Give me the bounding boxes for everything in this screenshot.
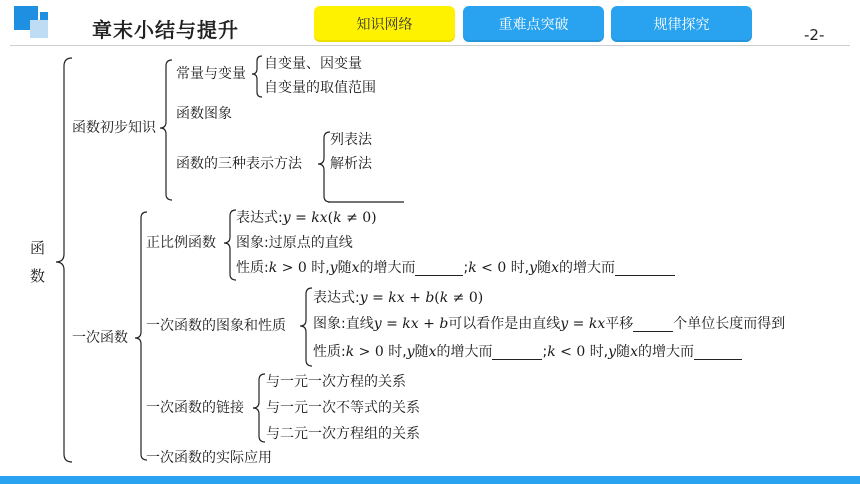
- proportional-graph: 图象:过原点的直线: [236, 235, 353, 251]
- section-basic-knowledge: 函数初步知识: [72, 120, 156, 136]
- answer-blank[interactable]: [633, 317, 673, 332]
- node-constants-variables: 常量与变量: [176, 66, 246, 82]
- proportional-property: 性质:k > 0 时,y随x的增大而 ;k < 0 时,y随x的增大而: [236, 260, 675, 276]
- item-table-method: 列表法: [330, 132, 372, 148]
- answer-blank[interactable]: [694, 345, 742, 360]
- link-system: 与二元一次方程组的关系: [266, 426, 420, 442]
- prop-prefix: 性质:: [313, 344, 346, 360]
- t-then: 时,: [311, 260, 330, 276]
- proportional-expression: 表达式:y = kx(k ≠ 0): [236, 210, 377, 226]
- t-increase2: 的增大而: [558, 260, 615, 276]
- footer-bar: [0, 476, 860, 484]
- t-increase: 随: [414, 344, 429, 360]
- item-domain: 自变量的取值范围: [264, 80, 376, 96]
- graph-shift: 平移: [605, 316, 634, 332]
- prop-prefix: 性质:: [236, 260, 269, 276]
- graph-mid: 可以看作是由直线: [448, 316, 561, 332]
- root-label-char-1: 函: [30, 239, 46, 257]
- tab-key-difficulties[interactable]: 重难点突破: [463, 6, 604, 42]
- answer-blank[interactable]: [415, 261, 463, 276]
- linear-expression: 表达式:y = kx + b(k ≠ 0): [313, 290, 484, 306]
- node-links: 一次函数的链接: [146, 400, 244, 416]
- expr-prefix: 表达式:: [236, 210, 283, 226]
- linear-graph: 图象:直线y = kx + b可以看作是由直线y = kx平移 个单位长度而得到: [313, 316, 786, 332]
- graph-suffix: 个单位长度而得到: [673, 316, 786, 332]
- node-application: 一次函数的实际应用: [146, 450, 272, 466]
- page-title: 章末小结与提升: [92, 18, 239, 42]
- section-linear-function: 一次函数: [72, 330, 128, 346]
- t-sep: ;: [542, 344, 548, 360]
- t-then: 时,: [589, 344, 609, 360]
- expr-prefix: 表达式:: [313, 290, 360, 306]
- link-inequality: 与一元一次不等式的关系: [266, 400, 420, 416]
- t-increase: 随: [616, 344, 631, 360]
- answer-blank[interactable]: [492, 345, 542, 360]
- t-increase: 随: [337, 260, 352, 276]
- t-increase2: 的增大而: [359, 260, 416, 276]
- t-then: 时,: [388, 344, 407, 360]
- linear-property: 性质:k > 0 时,y随x的增大而 ;k < 0 时,y随x的增大而: [313, 344, 742, 360]
- tab-pattern-exploration[interactable]: 规律探究: [611, 6, 752, 42]
- root-label-char-2: 数: [30, 267, 46, 285]
- tab-knowledge-network[interactable]: 知识网络: [314, 6, 455, 42]
- t-increase2: 的增大而: [436, 344, 493, 360]
- answer-blank[interactable]: [615, 261, 675, 276]
- t-increase: 随: [537, 260, 552, 276]
- t-sep: ;: [463, 260, 469, 276]
- node-three-methods: 函数的三种表示方法: [176, 156, 302, 172]
- page-number: -2-: [804, 26, 825, 44]
- item-formula-method: 解析法: [330, 156, 372, 172]
- node-function-graph: 函数图象: [176, 106, 232, 122]
- t-increase2: 的增大而: [637, 344, 694, 360]
- graph-prefix: 图象:直线: [313, 316, 374, 332]
- node-graph-properties: 一次函数的图象和性质: [146, 318, 286, 334]
- item-independent-dependent: 自变量、因变量: [264, 56, 362, 72]
- node-proportional-function: 正比例函数: [146, 235, 216, 251]
- link-equation: 与一元一次方程的关系: [266, 374, 406, 390]
- t-then: 时,: [510, 260, 530, 276]
